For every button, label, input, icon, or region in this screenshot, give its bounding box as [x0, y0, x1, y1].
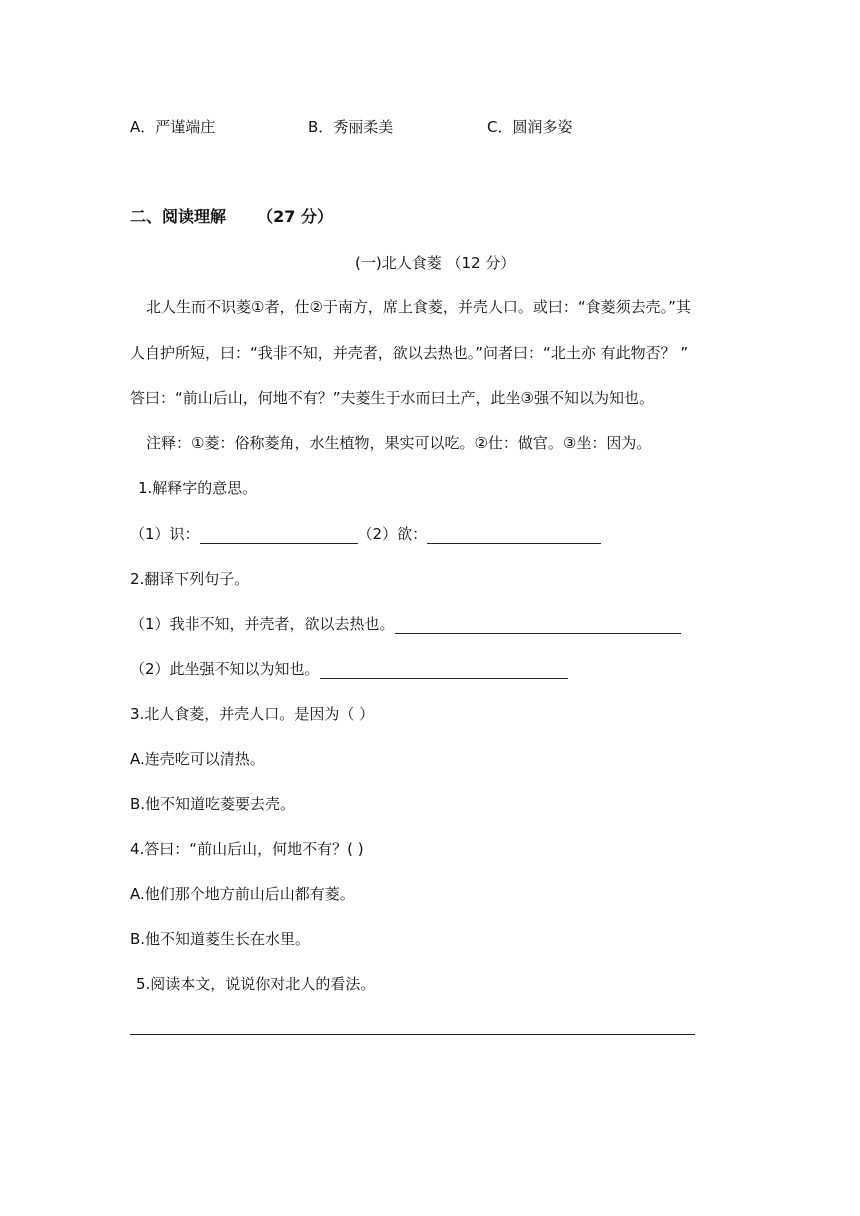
q3-option-b: B.他不知道吃菱要去壳。: [130, 795, 296, 813]
section-title: 二、阅读理解: [130, 207, 227, 226]
question-2-row-1: [130, 614, 681, 634]
option-a: A．严谨端庄: [130, 118, 216, 136]
question-2-row-2: [130, 659, 568, 679]
passage-title: (一)北人食菱 （12 分）: [355, 254, 516, 272]
question-1: 1.解释字的意思。: [138, 479, 258, 497]
question-2: 2.翻译下列句子。: [130, 570, 250, 588]
q5-answer-blank[interactable]: [130, 1034, 695, 1035]
q2-part2-label: （2）此坐强不知以为知也。: [130, 660, 320, 678]
section-score: （27 分）: [257, 207, 334, 226]
passage-line: 北人生而不识菱①者，仕②于南方，席上食菱，并壳人口。或曰：“食菱须去壳。”其: [146, 298, 691, 316]
q4-option-a: A.他们那个地方前山后山都有菱。: [130, 885, 355, 903]
q2-part2-answer-blank[interactable]: [320, 662, 568, 679]
q4-option-b: B.他不知道菱生长在水里。: [130, 930, 311, 948]
question-1-row: [130, 524, 601, 544]
section-heading: [130, 207, 333, 227]
question-4: 4.答曰：“前山后山，何地不有？( ): [130, 840, 364, 858]
q1-part1-label: （1）识：: [130, 525, 200, 543]
q3-option-a: A.连壳吃可以清热。: [130, 750, 265, 768]
option-c: C．圆润多姿: [487, 118, 573, 136]
q1-part2-label: （2）欲：: [357, 525, 428, 543]
q1-part2-answer-blank[interactable]: [427, 527, 601, 544]
passage-line: 答曰：“前山后山，何地不有？”夫菱生于水而曰土产，此坐③强不知以为知也。: [130, 389, 654, 407]
option-b: B．秀丽柔美: [308, 118, 394, 136]
passage-note: 注释：①菱：俗称菱角，水生植物，果实可以吃。②仕：做官。③坐：因为。: [146, 434, 652, 452]
q1-part1-answer-blank[interactable]: [200, 527, 358, 544]
question-3: 3.北人食菱，并壳人口。是因为（ ）: [130, 705, 375, 723]
q2-part1-answer-blank[interactable]: [395, 617, 681, 634]
question-5: 5.阅读本文，说说你对北人的看法。: [136, 975, 376, 993]
q2-part1-label: （1）我非不知，并壳者，欲以去热也。: [130, 615, 395, 633]
passage-line: 人自护所短，曰：“我非不知，并壳者，欲以去热也。”问者曰：“北土亦 有此物否？ ”: [130, 344, 689, 362]
